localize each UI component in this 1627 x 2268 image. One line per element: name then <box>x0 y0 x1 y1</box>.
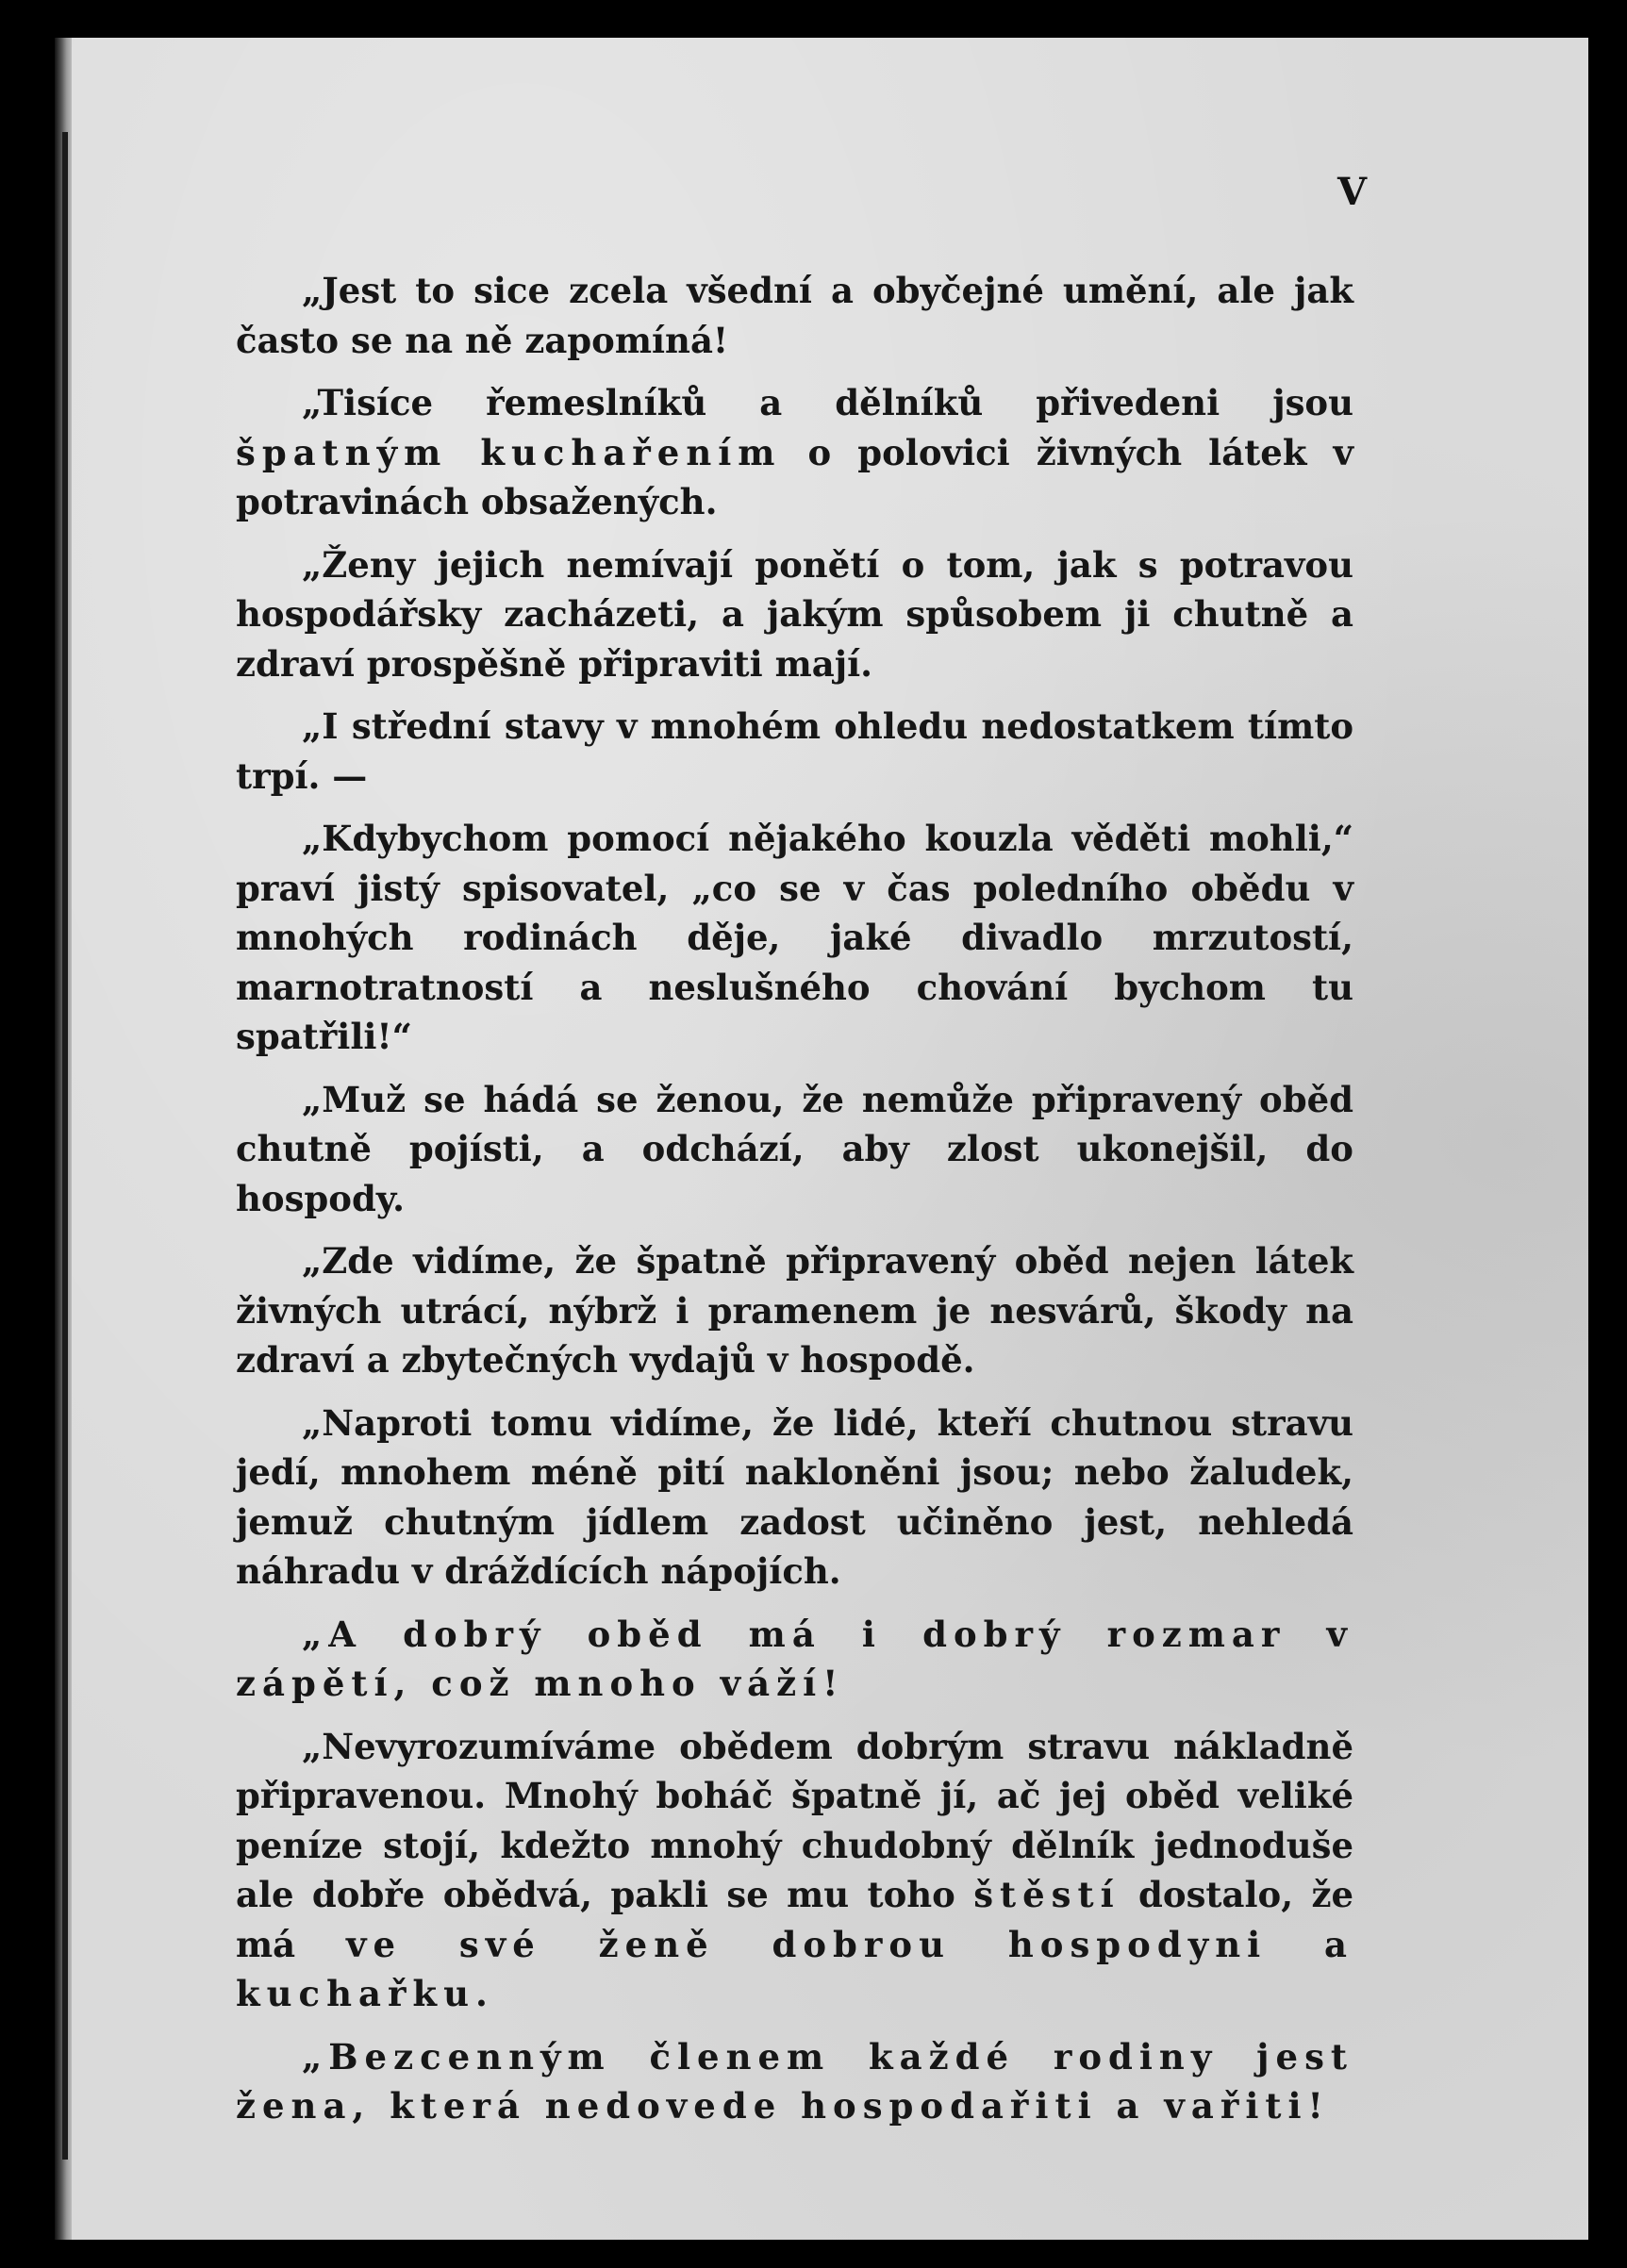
text-segment: „Nevyrozumíváme obědem dobrým stravu nákladně připravenou. Mnohý boháč špatně jí, ač jej oběd veliké peníze stojí, kdežto mnohý chudobný dělník jednoduše ale dobře obědvá, pakli se mu toho <box>236 1725 1353 1915</box>
paragraph <box>236 1075 1353 1224</box>
text-segment: „I střední stavy v mnohém ohledu nedostatkem tímto trpí. — <box>236 705 1353 797</box>
paragraph <box>236 378 1353 527</box>
paragraph <box>236 1610 1353 1709</box>
paragraph <box>236 702 1353 801</box>
paragraph <box>236 266 1353 365</box>
paragraph <box>236 2032 1353 2131</box>
paragraph <box>236 814 1353 1062</box>
page-number: V <box>1337 170 1368 214</box>
text-segment: „Muž se hádá se ženou, že nemůže připravený oběd chutně pojísti, a odchází, aby zlost ukonejšil, do hospody. <box>236 1078 1353 1219</box>
body-text <box>236 266 1353 2144</box>
text-segment: „Naproti tomu vidíme, že lidé, kteří chutnou stravu jedí, mnohem méně pití nakloněni jsou; nebo žaludek, jemuž chutným jídlem zadost učiněno jest, nehledá náhradu v dráždících nápojích. <box>236 1401 1353 1592</box>
emphasized-text: štěstí <box>973 1874 1121 1915</box>
emphasized-text: ve své ženě dobrou hospodyni a kuchařku. <box>236 1923 1353 2014</box>
text-segment: „Tisíce řemeslníků a dělníků přivedeni jsou <box>302 382 1353 423</box>
binding-thread <box>62 132 68 2160</box>
paragraph <box>236 540 1353 689</box>
text-segment: „Jest to sice zcela všední a obyčejné umění, ale jak často se na ně zapomíná! <box>236 270 1353 361</box>
text-segment: „Zde vidíme, že špatně připravený oběd nejen látek živných utrácí, nýbrž i pramenem je nesvárů, škody na zdraví a zbytečných vydajů v hospodě. <box>236 1240 1353 1381</box>
text-segment: dostalo, že má <box>236 1874 1353 1965</box>
emphasized-text: „Bezcenným členem každé rodiny jest žena, která nedovede hospodařiti a vařiti! <box>236 2035 1353 2127</box>
paragraph <box>236 1722 1353 2019</box>
text-segment: „Ženy jejich nemívají ponětí o tom, jak s potravou hospodářsky zacházeti, a jakým spůsobem ji chutně a zdraví prospěšně připraviti mají. <box>236 543 1353 685</box>
paragraph <box>236 1399 1353 1597</box>
paragraph <box>236 1236 1353 1385</box>
emphasized-text: „A dobrý oběd má i dobrý rozmar v zápětí, což mnoho váží! <box>236 1613 1353 1704</box>
text-segment: o polovici živných látek v potravinách obsažených. <box>236 431 1354 522</box>
emphasized-text: špatným kuchařením <box>236 431 782 473</box>
text-segment: „Kdybychom pomocí nějakého kouzla věděti mohli,“ praví jistý spisovatel, „co se v čas poledního obědu v mnohých rodinách děje, jaké divadlo mrzutostí, marnotratností a neslušného chování bychom tu spatřili!“ <box>236 818 1353 1057</box>
